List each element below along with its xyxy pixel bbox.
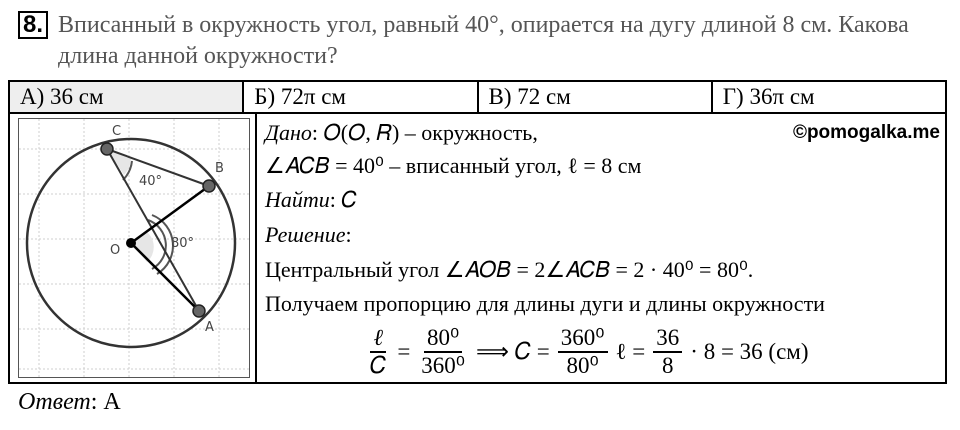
circle-figure [18,118,250,378]
central-angle-line: Центральный угол ∠𝐴𝑂𝐵 = 2∠𝐴𝐶𝐵 = 2 · 40⁰ = 80⁰. [265,257,754,282]
fraction-360-80 [558,325,608,379]
fraction-ell-c [367,325,389,379]
label-c: C [112,124,122,139]
f1-denominator: 𝐶 [370,353,387,378]
label-angle-40: 40° [139,174,163,189]
grid [19,119,249,377]
result: · 8 = 36 (см) [690,339,809,364]
f2-numerator: 80⁰ [424,325,462,353]
fraction-36-8 [653,325,682,379]
problem-number: 8. [18,11,48,39]
problem-text: Вписанный в окружность угол, равный 40°, опирается на дугу длиной 8 см. Какова длина данной окружности? [58,12,909,69]
point-a [193,305,205,317]
circle-diagram [19,119,249,377]
figure-separator [255,112,257,384]
answer-value: : А [90,389,121,415]
proportion-line: Получаем пропорцию для длины дуги и длины окружности [265,291,825,316]
find-label: Найти [265,187,330,212]
equals-1: = [397,339,411,364]
given-label: Дано [265,120,312,145]
option-b[interactable]: Б) 72π см [244,82,478,112]
option-d[interactable]: Г) 36π см [722,84,815,109]
label-angle-80: 80° [171,236,195,251]
ell-equals: ℓ = [615,339,646,364]
f3-denominator: 80⁰ [566,353,599,378]
f4-numerator: 36 [653,325,682,353]
proportion-formula [365,325,815,379]
f1-numerator: ℓ [370,325,386,353]
f3-numerator: 360⁰ [558,325,608,353]
solution-heading [265,222,352,248]
given-line-1 [265,120,538,146]
answer [18,389,121,416]
given-text: : 𝑂(𝑂, 𝑅) – окружность, [311,120,538,145]
answer-options [8,80,947,114]
label-o: O [110,243,121,258]
watermark: ©pomogalka.me [792,122,940,143]
option-c[interactable]: В) 72 см [479,82,713,112]
f2-denominator: 360⁰ [421,353,466,378]
label-a: A [205,320,214,335]
point-o [126,238,136,248]
solution-label: Решение [265,222,346,247]
f4-denominator: 8 [662,353,674,378]
implies-c: ⟹ 𝐶 = [476,339,550,364]
find-text: : 𝐶 [329,187,357,212]
given-line-2: ∠𝐴𝐶𝐵 = 40⁰ – вписанный угол, ℓ = 8 см [265,153,642,178]
answer-label: Ответ [18,389,91,415]
solution-colon: : [345,222,352,247]
point-c [101,143,113,155]
label-b: B [215,161,224,176]
fraction-80-360 [418,325,468,379]
find-line [265,187,357,213]
option-a[interactable]: А) 36 см [10,82,244,112]
point-b [203,180,215,192]
